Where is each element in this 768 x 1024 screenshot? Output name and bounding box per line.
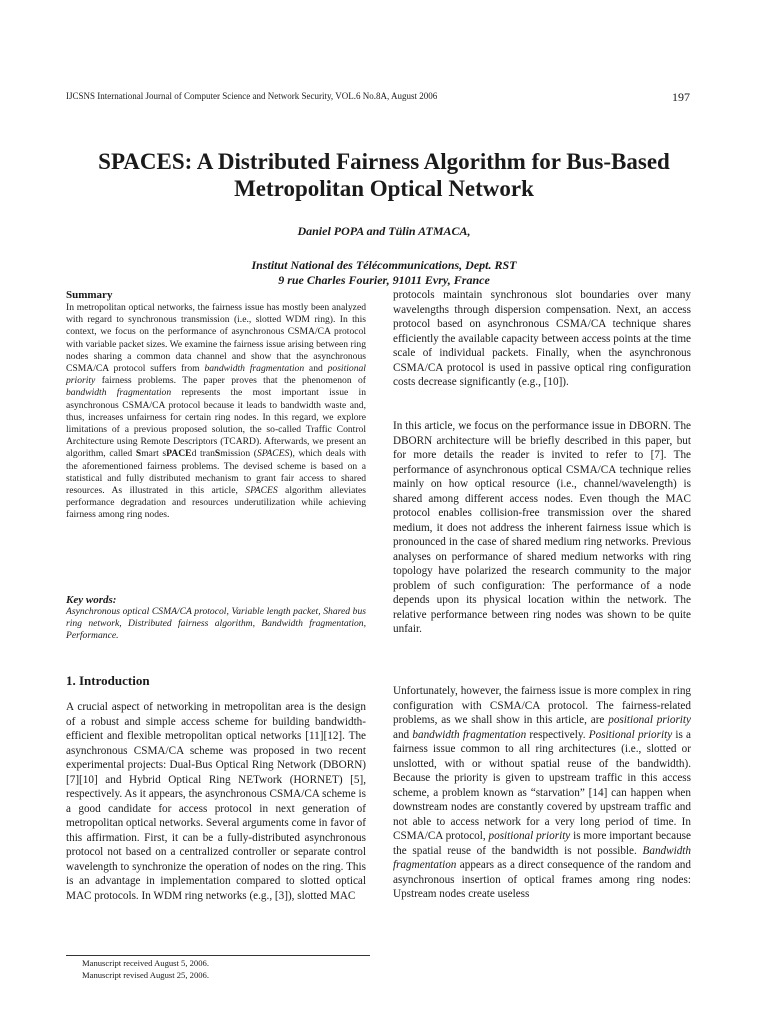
footnote-revised: Manuscript revised August 25, 2006.: [82, 970, 209, 980]
page-number: 197: [672, 90, 690, 104]
affiliation-line-1: Institut National des Télécommunications, Dept. RST: [251, 258, 517, 272]
journal-header: IJCSNS International Journal of Computer Science and Network Security, VOL.6 No.8A, August 2006: [66, 91, 438, 101]
footnote-divider: [66, 955, 370, 956]
keywords-heading: Key words:: [66, 594, 117, 606]
introduction-text: A crucial aspect of networking in metropolitan area is the design of a robust and simple access scheme for building bandwidth-efficient and flexible metropolitan optical networks [11][12]. The asynchronous CSMA/CA scheme was proposed in two recent experimental projects: Dual-Bus Optical Ring Network (DBORN) [7][10] and Hybrid Optical Ring NETwork (HORNET) [5], respectively. As it appears, the asynchronous CSMA/CA scheme is a good candidate for access protocol in next generation of metropolitan optical networks. Several arguments come in favor of this affirmation. First, it can be a fully-distributed asynchronous protocol not based on a centralized controller or separate control wavelength to synchronize the operation of nodes on the ring. This is an advantage in implementation compared to slotted optical MAC protocols. In WDM ring networks (e.g., [3]), slotted MAC: [66, 701, 366, 902]
summary-text: In metropolitan optical networks, the fairness issue has mostly been analyzed with regard to synchronous transmission (i.e., slotted WDM ring). In this context, we focus on the performance of asynchronous CSMA/CA protocol with variable packet sizes. We examine the fairness issue arising between ring nodes sharing a common data channel and show that the asynchronous CSMA/CA protocol suffers from bandwidth fragmentation and positional priority fairness problems. The paper proves that the phenomenon of bandwidth fragmentation represents the most important issue in asynchronous CSMA/CA protocol because it leads to bandwidth waste and, thus, increases unfairness for certain ring nodes. In this regard, we explore limitations of a previous proposed solution, the so-called Traffic Control Architecture using Remote Descriptors (TCARD). Afterwards, we present an algorithm, called Smart sPACEd tranSmission (SPACES), which deals with the aforementioned fairness problems. The devised scheme is based on a statistical and fully distributed mechanism to grant fair access to shared resources. As illustrated in this article, SPACES algorithm alleviates performance degradation and resources underutilization while achieving fairness among ring nodes.: [66, 302, 366, 521]
introduction-heading: 1. Introduction: [66, 673, 150, 688]
paper-title-line-1: SPACES: A Distributed Fairness Algorithm for Bus-Based: [98, 149, 670, 174]
right-column-paragraph-1: protocols maintain synchronous slot boundaries over many wavelengths through dispersion compensation. Next, an access protocol based on asynchronous CSMA/CA technique shares efficiently the available capacity between access points at the time scale of individual packets. Finally, when the asynchronous CSMA/CA protocol is used in passive optical ring configuration costs decrease significantly (e.g., [10]).: [393, 289, 691, 388]
authors: Daniel POPA and Tülin ATMACA,: [297, 224, 471, 238]
affiliation-line-2: 9 rue Charles Fourier, 91011 Evry, France: [278, 273, 490, 287]
right-column-paragraph-3: Unfortunately, however, the fairness issue is more complex in ring configuration with CSMA/CA protocol. The fairness-related problems, as we shall show in this article, are positional priority and bandwidth fragmentation respectively. Positional priority is a fairness issue common to all ring architectures (i.e., slotted or unslotted, with or without spatial reuse of the bandwidth). Because the priority is given to upstream traffic in this access scheme, a problem known as “starvation” [14] can happen when downstream nodes are constantly covered by upstream traffic and not able to access network for a very long period of time. In CSMA/CA protocol, positional priority is more important because the spatial reuse of the bandwidth is not possible. Bandwidth fragmentation appears as a direct consequence of the random and asynchronous insertion of optical frames among ring nodes: Upstream nodes create useless: [393, 685, 691, 900]
paper-title-line-2: Metropolitan Optical Network: [234, 176, 534, 201]
right-column-paragraph-2: In this article, we focus on the performance issue in DBORN. The DBORN architecture will be briefly described in this paper, but for more details the reader is invited to refer to [7]. The performance of asynchronous optical CSMA/CA technique relies mainly on how optical resource (i.e., channel/wavelength) is shared among different access nodes. Even though the MAC protocol enables collision-free transmission over the shared medium, it does not address the inherent fairness issue which is pronounced in the case of shared medium ring networks. Previous analyses on performance of shared medium networks with ring topology have polarized the research community to the major problem of such configuration: The performance of a node depends upon its physical location within the network. The relative performance between ring nodes was shown to be quite unfair.: [393, 420, 691, 635]
summary-heading: Summary: [66, 289, 113, 301]
footnote-received: Manuscript received August 5, 2006.: [82, 958, 209, 968]
keywords-text: Asynchronous optical CSMA/CA protocol, Variable length packet, Shared bus ring network, Distributed fairness algorithm, Bandwidth fragmentation, Performance.: [66, 606, 366, 642]
